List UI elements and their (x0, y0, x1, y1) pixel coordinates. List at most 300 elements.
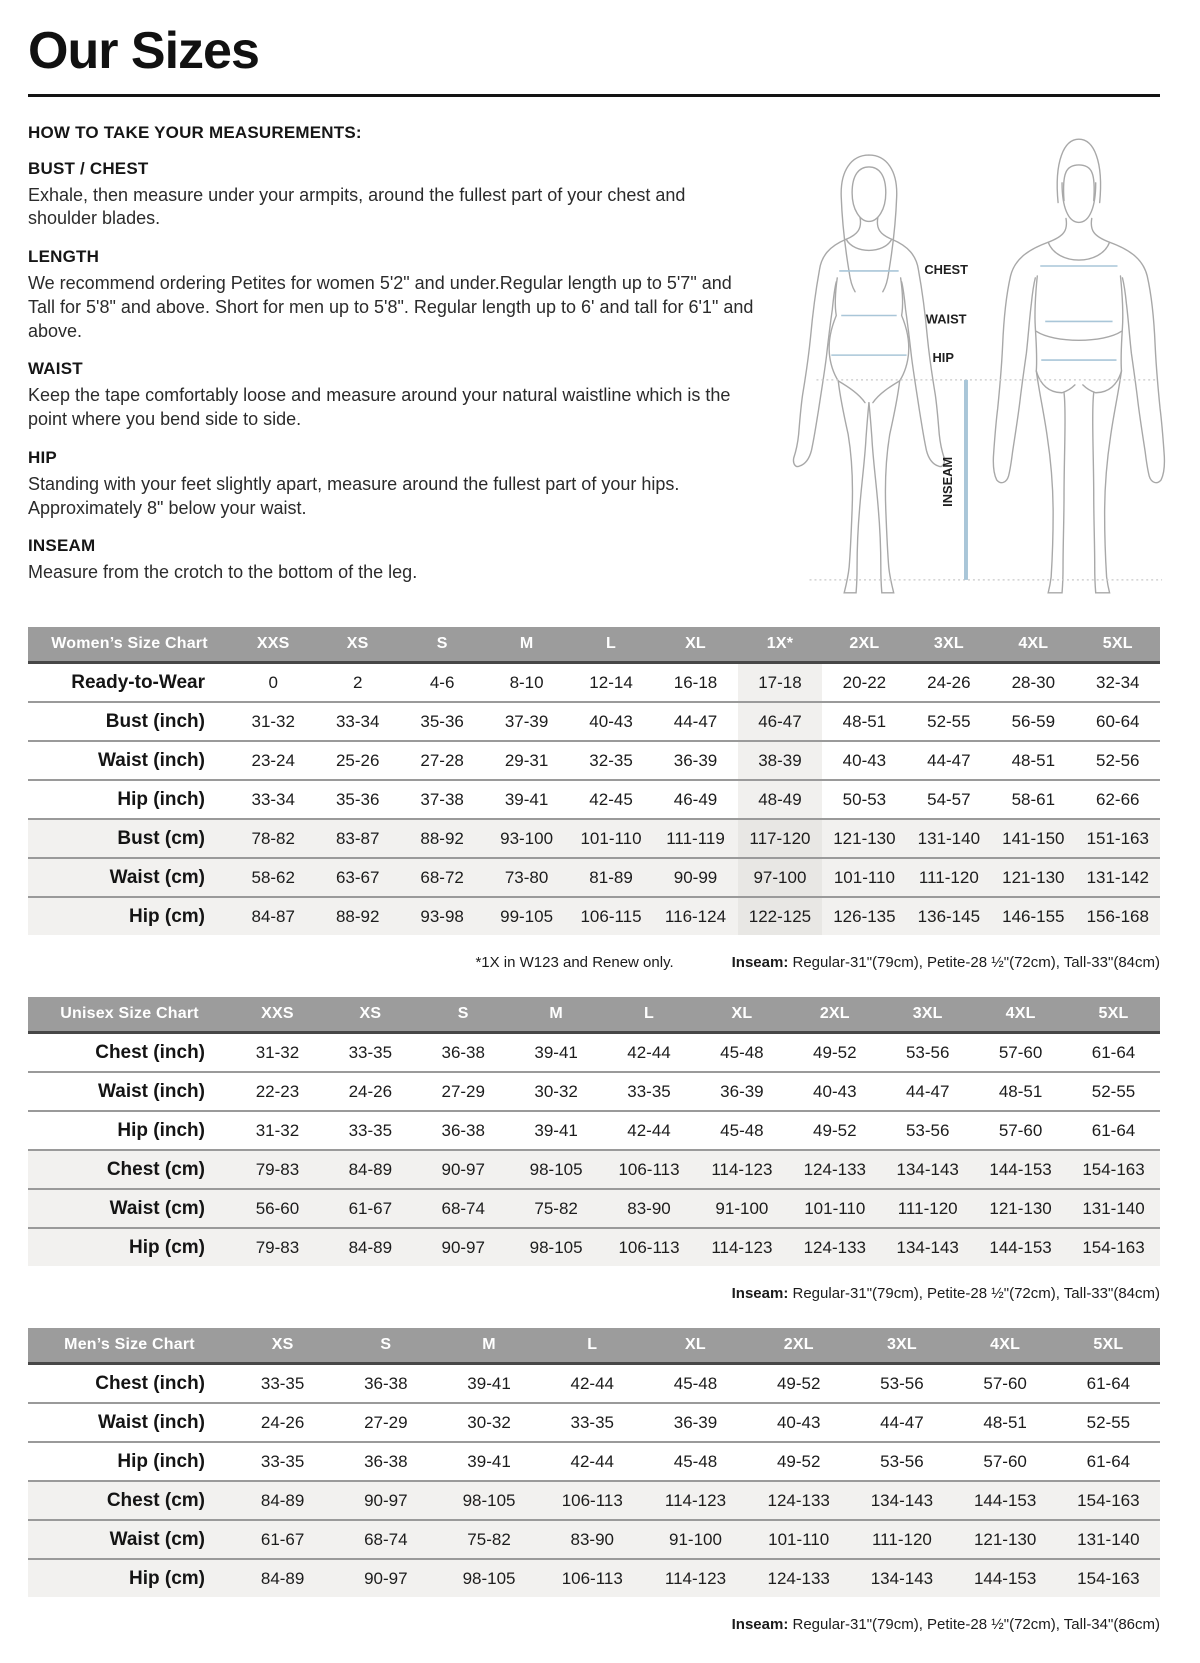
size-value-cell: 101-110 (822, 858, 906, 897)
size-column-header: 4XL (1005, 1005, 1036, 1023)
inseam-label: INSEAM (940, 456, 956, 507)
section-title: INSEAM (28, 536, 96, 556)
table-title: Unisex Size Chart (60, 1005, 199, 1023)
size-value-cell: 42-44 (570, 1373, 614, 1393)
size-value-cell: 106-113 (603, 1228, 696, 1266)
size-value-cell: 52-55 (1091, 1081, 1136, 1101)
size-value-cell: 42-44 (570, 1451, 614, 1471)
size-column-header: 4XL (990, 1336, 1021, 1354)
size-value-cell: 53-56 (905, 1120, 950, 1140)
size-value-cell: 45-48 (720, 1120, 764, 1140)
size-value-cell: 40-43 (776, 1412, 821, 1432)
intro-section (28, 123, 1160, 602)
size-value-cell: 24-26 (927, 672, 971, 692)
size-value-cell: 39-41 (504, 789, 549, 809)
size-value-cell: 58-62 (231, 858, 315, 897)
size-column-header: L (644, 1005, 654, 1023)
size-value-cell: 78-82 (231, 819, 315, 858)
size-value-cell: 61-64 (1086, 1373, 1131, 1393)
size-value-cell: 144-153 (974, 1150, 1067, 1189)
size-value-cell: 58-61 (1011, 789, 1056, 809)
table-row (28, 780, 1160, 819)
size-column-header: 1X* (766, 635, 794, 653)
size-column-header: XXS (256, 635, 290, 653)
size-value-cell: 36-38 (441, 1120, 485, 1140)
size-value-cell: 0 (268, 672, 278, 692)
size-value-cell: 57-60 (998, 1120, 1043, 1140)
size-value-cell: 114-123 (644, 1481, 747, 1520)
size-value-cell: 33-35 (348, 1120, 393, 1140)
size-value-cell: 93-100 (484, 819, 568, 858)
row-label: Waist (cm) (28, 858, 231, 897)
size-value-cell: 4-6 (429, 672, 455, 692)
size-value-cell: 45-48 (720, 1042, 764, 1062)
size-value-cell: 144-153 (954, 1559, 1057, 1597)
size-value-cell: 106-113 (603, 1150, 696, 1189)
size-value-cell: 62-66 (1096, 789, 1140, 809)
row-label: Chest (cm) (28, 1481, 231, 1520)
size-value-cell: 48-51 (842, 711, 887, 731)
size-value-cell: 52-55 (1086, 1412, 1131, 1432)
table-row (28, 819, 1160, 858)
size-value-cell: 81-89 (569, 858, 653, 897)
size-value-cell: 16-18 (673, 672, 718, 692)
size-value-cell: 35-36 (335, 789, 380, 809)
size-value-cell: 144-153 (974, 1228, 1067, 1266)
table-header-row (28, 627, 1160, 663)
size-value-cell: 88-92 (315, 897, 399, 935)
size-value-cell: 40-43 (842, 750, 887, 770)
unisex-size-chart-table (28, 997, 1160, 1266)
size-value-cell: 144-153 (954, 1481, 1057, 1520)
size-value-cell: 156-168 (1076, 897, 1160, 935)
instruction-bust-chest (28, 159, 756, 232)
size-column-header: XS (346, 635, 369, 653)
size-value-cell: 154-163 (1057, 1559, 1160, 1597)
size-value-cell: 44-47 (673, 711, 718, 731)
row-label: Waist (inch) (98, 749, 205, 771)
table-footnote: Inseam: Regular-31"(79cm), Petite-28 ½"(72cm), Tall-33"(84cm) (731, 1285, 1160, 1303)
size-column-header: 2XL (819, 1005, 850, 1023)
size-value-cell: 151-163 (1076, 819, 1160, 858)
size-value-cell: 91-100 (644, 1520, 747, 1559)
page-title: Our Sizes (28, 22, 259, 80)
size-value-cell: 124-133 (747, 1481, 850, 1520)
size-value-cell: 68-74 (417, 1189, 510, 1228)
size-value-cell: 53-56 (880, 1373, 924, 1393)
size-value-cell: 28-30 (1011, 672, 1056, 692)
size-value-cell: 42-44 (627, 1120, 671, 1140)
row-label: Hip (inch) (117, 1450, 205, 1472)
size-value-cell: 134-143 (881, 1150, 974, 1189)
size-column-header: M (549, 1005, 563, 1023)
size-value-cell: 75-82 (510, 1189, 603, 1228)
size-value-cell: 134-143 (850, 1559, 953, 1597)
size-value-cell: 60-64 (1096, 711, 1140, 731)
size-value-cell: 33-35 (260, 1451, 305, 1471)
size-value-cell: 33-35 (627, 1081, 671, 1101)
size-column-header: 2XL (849, 635, 880, 653)
size-value-cell: 136-145 (907, 897, 991, 935)
size-value-cell: 36-38 (441, 1042, 485, 1062)
size-value-cell: 114-123 (695, 1228, 788, 1266)
size-value-cell: 45-48 (673, 1373, 718, 1393)
size-value-cell: 114-123 (695, 1150, 788, 1189)
size-column-header: M (482, 1336, 496, 1354)
table-row (28, 663, 1160, 703)
measurement-instructions (28, 123, 756, 602)
size-column-header: 3XL (912, 1005, 943, 1023)
size-value-cell: 106-113 (541, 1481, 644, 1520)
section-title: BUST / CHEST (28, 158, 149, 178)
size-value-cell: 32-35 (589, 750, 633, 770)
size-value-cell: 111-119 (653, 819, 737, 858)
hip-label: HIP (932, 349, 954, 365)
size-value-cell: 57-60 (983, 1373, 1027, 1393)
size-value-cell: 61-67 (324, 1189, 417, 1228)
size-column-header: S (380, 1336, 392, 1354)
size-value-cell: 36-39 (673, 1412, 718, 1432)
size-value-cell: 31-32 (251, 711, 295, 731)
size-value-cell: 32-34 (1096, 672, 1140, 692)
row-label: Ready-to-Wear (71, 671, 205, 693)
table-row (28, 897, 1160, 935)
mens-size-chart-section (28, 1328, 1160, 1633)
size-value-cell: 27-29 (364, 1412, 408, 1432)
size-value-cell: 30-32 (534, 1081, 578, 1101)
size-column-header: XL (731, 1005, 753, 1023)
size-value-cell: 141-150 (991, 819, 1075, 858)
row-label: Waist (inch) (98, 1411, 205, 1433)
table-row (28, 1520, 1160, 1559)
size-value-cell: 35-36 (420, 711, 464, 731)
size-value-cell: 84-87 (231, 897, 315, 935)
section-title: HIP (28, 447, 57, 467)
size-value-cell: 111-120 (850, 1520, 953, 1559)
row-label: Chest (inch) (95, 1372, 205, 1394)
size-value-cell: 52-56 (1096, 750, 1140, 770)
size-value-cell: 25-26 (335, 750, 380, 770)
size-column-header: 5XL (1102, 635, 1133, 653)
size-value-cell: 42-45 (589, 789, 633, 809)
table-row (28, 1111, 1160, 1150)
table-row (28, 1033, 1160, 1073)
size-value-cell: 56-59 (1011, 711, 1056, 731)
size-value-cell: 61-64 (1086, 1451, 1131, 1471)
size-value-cell: 90-97 (334, 1481, 437, 1520)
size-value-cell: 61-67 (231, 1520, 334, 1559)
size-value-cell: 131-140 (907, 819, 991, 858)
size-value-cell: 8-10 (509, 672, 544, 692)
size-value-cell: 121-130 (954, 1520, 1057, 1559)
row-label: Hip (cm) (28, 1559, 231, 1597)
instruction-length (28, 247, 756, 343)
unisex-table-footnotes (28, 1285, 1160, 1302)
size-value-cell: 36-39 (673, 750, 718, 770)
size-value-cell: 17-18 (738, 663, 822, 703)
size-value-cell: 131-140 (1057, 1520, 1160, 1559)
size-value-cell: 33-34 (335, 711, 380, 731)
instruction-waist (28, 359, 756, 432)
size-column-header: 3XL (933, 635, 964, 653)
size-value-cell: 54-57 (927, 789, 971, 809)
size-value-cell: 93-98 (400, 897, 484, 935)
size-value-cell: 40-43 (813, 1081, 857, 1101)
chest-label: CHEST (924, 261, 968, 277)
size-value-cell: 98-105 (510, 1150, 603, 1189)
size-value-cell: 84-89 (324, 1150, 417, 1189)
size-value-cell: 46-47 (738, 702, 822, 741)
table-header-row (28, 997, 1160, 1033)
size-value-cell: 39-41 (534, 1120, 578, 1140)
size-value-cell: 23-24 (251, 750, 295, 770)
size-value-cell: 83-90 (541, 1520, 644, 1559)
size-value-cell: 24-26 (260, 1412, 305, 1432)
size-value-cell: 49-52 (776, 1373, 821, 1393)
size-value-cell: 101-110 (788, 1189, 881, 1228)
size-value-cell: 27-28 (420, 750, 464, 770)
size-value-cell: 131-140 (1067, 1189, 1160, 1228)
measurement-lines (831, 266, 1117, 360)
size-column-header: 2XL (783, 1336, 814, 1354)
row-label: Hip (inch) (117, 1119, 205, 1141)
size-value-cell: 33-34 (251, 789, 295, 809)
size-value-cell: 48-51 (983, 1412, 1027, 1432)
table-title: Men’s Size Chart (64, 1336, 195, 1354)
table-header-row (28, 1328, 1160, 1364)
body-measurement-figures-illustration (762, 133, 1168, 601)
size-value-cell: 154-163 (1057, 1481, 1160, 1520)
size-value-cell: 117-120 (738, 819, 822, 858)
womens-size-chart-table (28, 627, 1160, 935)
size-value-cell: 106-115 (569, 897, 653, 935)
size-value-cell: 33-35 (260, 1373, 305, 1393)
row-label: Chest (cm) (28, 1150, 231, 1189)
size-value-cell: 33-35 (570, 1412, 614, 1432)
row-label: Bust (cm) (28, 819, 231, 858)
size-column-header: L (587, 1336, 598, 1354)
size-value-cell: 83-87 (315, 819, 399, 858)
size-value-cell: 99-105 (484, 897, 568, 935)
size-column-header: XS (359, 1005, 382, 1023)
size-value-cell: 48-49 (738, 780, 822, 819)
size-value-cell: 27-29 (441, 1081, 485, 1101)
size-value-cell: 90-99 (653, 858, 737, 897)
size-value-cell: 79-83 (231, 1150, 324, 1189)
size-value-cell: 37-38 (420, 789, 464, 809)
size-value-cell: 124-133 (788, 1228, 881, 1266)
size-value-cell: 121-130 (991, 858, 1075, 897)
size-value-cell: 134-143 (881, 1228, 974, 1266)
section-body: Standing with your feet slightly apart, measure around the fullest part of your hips. Approximately 8" below your waist. (28, 473, 680, 518)
size-value-cell: 84-89 (324, 1228, 417, 1266)
size-value-cell: 49-52 (813, 1042, 857, 1062)
size-value-cell: 68-74 (334, 1520, 437, 1559)
waist-label: WAIST (925, 311, 967, 327)
size-value-cell: 40-43 (589, 711, 633, 731)
table-row (28, 1189, 1160, 1228)
row-label: Waist (inch) (98, 1080, 205, 1102)
female-figure-outline (793, 155, 944, 593)
section-title: WAIST (28, 359, 83, 379)
size-value-cell: 154-163 (1067, 1228, 1160, 1266)
size-value-cell: 111-120 (907, 858, 991, 897)
row-label: Hip (inch) (117, 788, 205, 810)
size-value-cell: 126-135 (822, 897, 906, 935)
size-value-cell: 20-22 (842, 672, 887, 692)
size-value-cell: 22-23 (255, 1081, 300, 1101)
size-value-cell: 38-39 (738, 741, 822, 780)
size-value-cell: 44-47 (905, 1081, 950, 1101)
table-row (28, 1072, 1160, 1111)
table-row (28, 1559, 1160, 1597)
size-value-cell: 88-92 (400, 819, 484, 858)
size-value-cell: 31-32 (255, 1042, 300, 1062)
size-value-cell: 39-41 (467, 1451, 511, 1471)
size-value-cell: 45-48 (673, 1451, 718, 1471)
size-value-cell: 154-163 (1067, 1150, 1160, 1189)
size-value-cell: 111-120 (881, 1189, 974, 1228)
row-label: Waist (cm) (28, 1189, 231, 1228)
womens-table-footnotes (28, 954, 1160, 971)
size-value-cell: 36-38 (364, 1373, 408, 1393)
table-row (28, 702, 1160, 741)
table-row (28, 1442, 1160, 1481)
size-value-cell: 121-130 (974, 1189, 1067, 1228)
size-value-cell: 39-41 (534, 1042, 578, 1062)
size-value-cell: 61-64 (1091, 1042, 1136, 1062)
size-column-header: S (436, 635, 448, 653)
size-value-cell: 37-39 (504, 711, 549, 731)
size-value-cell: 90-97 (417, 1228, 510, 1266)
instruction-hip (28, 448, 756, 521)
size-value-cell: 36-39 (720, 1081, 764, 1101)
table-title: Women’s Size Chart (51, 635, 208, 653)
mens-table-footnotes (28, 1616, 1160, 1633)
size-value-cell: 24-26 (348, 1081, 393, 1101)
size-value-cell: 101-110 (569, 819, 653, 858)
size-value-cell: 98-105 (437, 1559, 540, 1597)
section-body: We recommend ordering Petites for women 5'2" and under.Regular length up to 5'7" and Tall for 5'8" and above. Short for men up to 5'8". Regular length up to 6' and tall for 6'1" and above. (28, 273, 754, 341)
size-value-cell: 90-97 (334, 1559, 437, 1597)
size-value-cell: 42-44 (627, 1042, 671, 1062)
size-value-cell: 36-38 (364, 1451, 408, 1471)
row-label: Chest (inch) (95, 1041, 205, 1063)
size-value-cell: 31-32 (255, 1120, 300, 1140)
size-value-cell: 12-14 (589, 672, 633, 692)
section-body: Keep the tape comfortably loose and measure around your natural waistline which is the point where you bend side to side. (28, 385, 731, 430)
row-label: Bust (inch) (105, 710, 205, 732)
section-title: LENGTH (28, 247, 100, 267)
size-value-cell: 57-60 (983, 1451, 1027, 1471)
size-column-header: 5XL (1093, 1336, 1124, 1354)
size-value-cell: 33-35 (348, 1042, 393, 1062)
section-body: Measure from the crotch to the bottom of the leg. (28, 562, 418, 583)
table-row (28, 1364, 1160, 1404)
size-value-cell: 146-155 (991, 897, 1075, 935)
size-value-cell: 116-124 (653, 897, 737, 935)
table-row (28, 1403, 1160, 1442)
table-footnote: Inseam: Regular-31"(79cm), Petite-28 ½"(72cm), Tall-34"(86cm) (731, 1616, 1160, 1634)
size-value-cell: 50-53 (842, 789, 887, 809)
size-value-cell: 98-105 (510, 1228, 603, 1266)
table-row (28, 1228, 1160, 1266)
size-value-cell: 49-52 (776, 1451, 821, 1471)
size-value-cell: 56-60 (231, 1189, 324, 1228)
size-column-header: XL (685, 1336, 706, 1354)
size-column-header: XL (685, 635, 706, 653)
table-row (28, 741, 1160, 780)
size-value-cell: 29-31 (504, 750, 549, 770)
male-figure-outline (993, 139, 1164, 593)
mens-size-chart-table (28, 1328, 1160, 1597)
size-value-cell: 124-133 (788, 1150, 881, 1189)
table-footnote: Inseam: Regular-31"(79cm), Petite-28 ½"(72cm), Tall-33"(84cm) (731, 954, 1160, 972)
size-value-cell: 63-67 (315, 858, 399, 897)
size-value-cell: 73-80 (484, 858, 568, 897)
size-value-cell: 121-130 (822, 819, 906, 858)
size-value-cell: 48-51 (998, 1081, 1043, 1101)
size-value-cell: 30-32 (467, 1412, 511, 1432)
size-value-cell: 49-52 (813, 1120, 857, 1140)
size-value-cell: 98-105 (437, 1481, 540, 1520)
size-value-cell: 48-51 (1011, 750, 1056, 770)
row-label: Waist (cm) (28, 1520, 231, 1559)
row-label: Hip (cm) (28, 897, 231, 935)
instructions-heading: HOW TO TAKE YOUR MEASUREMENTS: (28, 122, 362, 142)
size-value-cell: 52-55 (927, 711, 971, 731)
size-value-cell: 2 (352, 672, 363, 692)
size-value-cell: 91-100 (695, 1189, 788, 1228)
size-column-header: 5XL (1098, 1005, 1129, 1023)
unisex-size-chart-section (28, 997, 1160, 1302)
size-value-cell: 122-125 (738, 897, 822, 935)
instruction-inseam (28, 536, 756, 585)
womens-size-chart-section (28, 627, 1160, 971)
size-value-cell: 114-123 (644, 1559, 747, 1597)
size-column-header: 4XL (1018, 635, 1049, 653)
table-row (28, 858, 1160, 897)
size-column-header: M (519, 635, 534, 653)
size-value-cell: 97-100 (738, 858, 822, 897)
size-value-cell: 83-90 (603, 1189, 696, 1228)
size-value-cell: 61-64 (1091, 1120, 1136, 1140)
measurement-diagram (762, 133, 1168, 602)
size-column-header: XS (271, 1336, 294, 1354)
table-footnote: *1X in W123 and Renew only. (475, 954, 674, 972)
size-value-cell: 57-60 (998, 1042, 1043, 1062)
size-value-cell: 84-89 (231, 1559, 334, 1597)
size-value-cell: 134-143 (850, 1481, 953, 1520)
size-column-header: XXS (261, 1005, 294, 1023)
size-value-cell: 84-89 (231, 1481, 334, 1520)
row-label: Hip (cm) (28, 1228, 231, 1266)
size-value-cell: 131-142 (1076, 858, 1160, 897)
size-value-cell: 106-113 (541, 1559, 644, 1597)
size-column-header: L (606, 635, 617, 653)
size-value-cell: 75-82 (437, 1520, 540, 1559)
size-value-cell: 68-72 (400, 858, 484, 897)
size-column-header: S (457, 1005, 469, 1023)
title-divider (28, 94, 1160, 97)
size-column-header: 3XL (886, 1336, 917, 1354)
size-value-cell: 46-49 (673, 789, 718, 809)
section-body: Exhale, then measure under your armpits, around the fullest part of your chest and shoulder blades. (28, 184, 686, 229)
table-row (28, 1150, 1160, 1189)
size-value-cell: 53-56 (880, 1451, 924, 1471)
size-value-cell: 44-47 (927, 750, 971, 770)
size-value-cell: 101-110 (747, 1520, 850, 1559)
